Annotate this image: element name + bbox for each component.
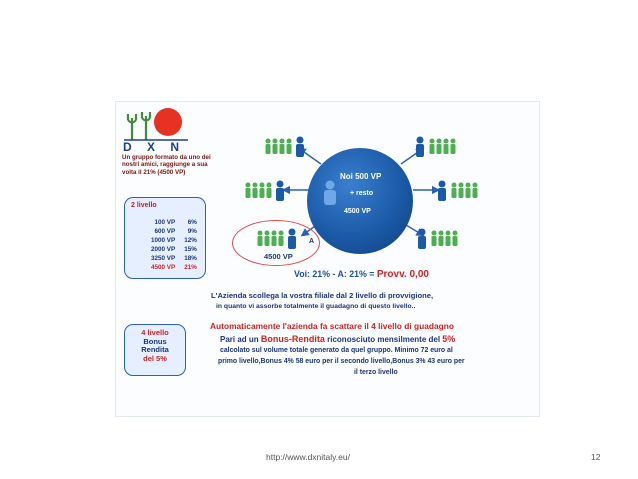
para1-line1: L'Azienda scollega la vostra filiale dal 2 livello di provvigione, [211,291,434,300]
bonus-box [124,324,186,376]
level-row: 3250 VP 18% [150,255,197,262]
bonus-line: del 5% [143,353,167,363]
level-row-highlight: 4500 VP 21% [150,264,197,271]
circle-text: + resto [350,190,374,197]
voi-line [294,269,429,280]
people-group-icon [414,228,460,250]
level-row: 1000 VP 12% [150,237,197,244]
circle-text: 4500 VP [344,208,371,215]
person-icon [321,180,339,206]
level-row: 2000 VP 15% [150,246,197,253]
bonus-line: Bonus [143,336,167,346]
voi-text: Voi: 21% - A: 21% = [294,269,375,279]
people-group-icon [264,136,310,158]
group-a-letter: A [309,238,315,245]
slide [115,101,540,417]
para2-line1: Automaticamente l'azienda fa scattare il 4 livello di guadagno [210,321,454,331]
para2-line4: primo livello,Bonus 4% 58 euro per il secondo livello,Bonus 3% 43 euro per [218,358,465,365]
group-a-value: 4500 VP [264,252,293,261]
para2-line3: calcolato sul volume totale generato da quel gruppo. Minimo 72 euro al [220,347,453,354]
bonus-line: 4 livello [141,328,169,337]
para2-line2: Pari ad un Bonus-Rendita riconosciuto mensilmente del 5% [220,334,456,344]
level-2-title: 2 livello [131,202,157,209]
logo-text: D X N [123,140,186,154]
bonus-line: Rendita [141,345,169,355]
para2-line5: il terzo livello [354,369,398,376]
people-group-icon [412,136,458,158]
circle-text: Noi 500 VP [340,172,382,181]
page-number: 12 [591,452,601,462]
people-group-icon [434,180,480,202]
footer-url: http://www.dxnitaly.eu/ [266,452,350,462]
level-row: 100 VP 6% [154,219,197,226]
para1-line2: in quanto vi assorbe totalmente il guadagno di questo livello.. [216,303,416,310]
level-row: 600 VP 9% [154,228,197,235]
provv-text: Provv. 0,00 [376,269,429,280]
people-group-icon [244,180,290,202]
intro-text: Un gruppo formato da uno dei nostri amici, raggiunge a sua volta il 21% (4500 VP) [122,154,211,176]
